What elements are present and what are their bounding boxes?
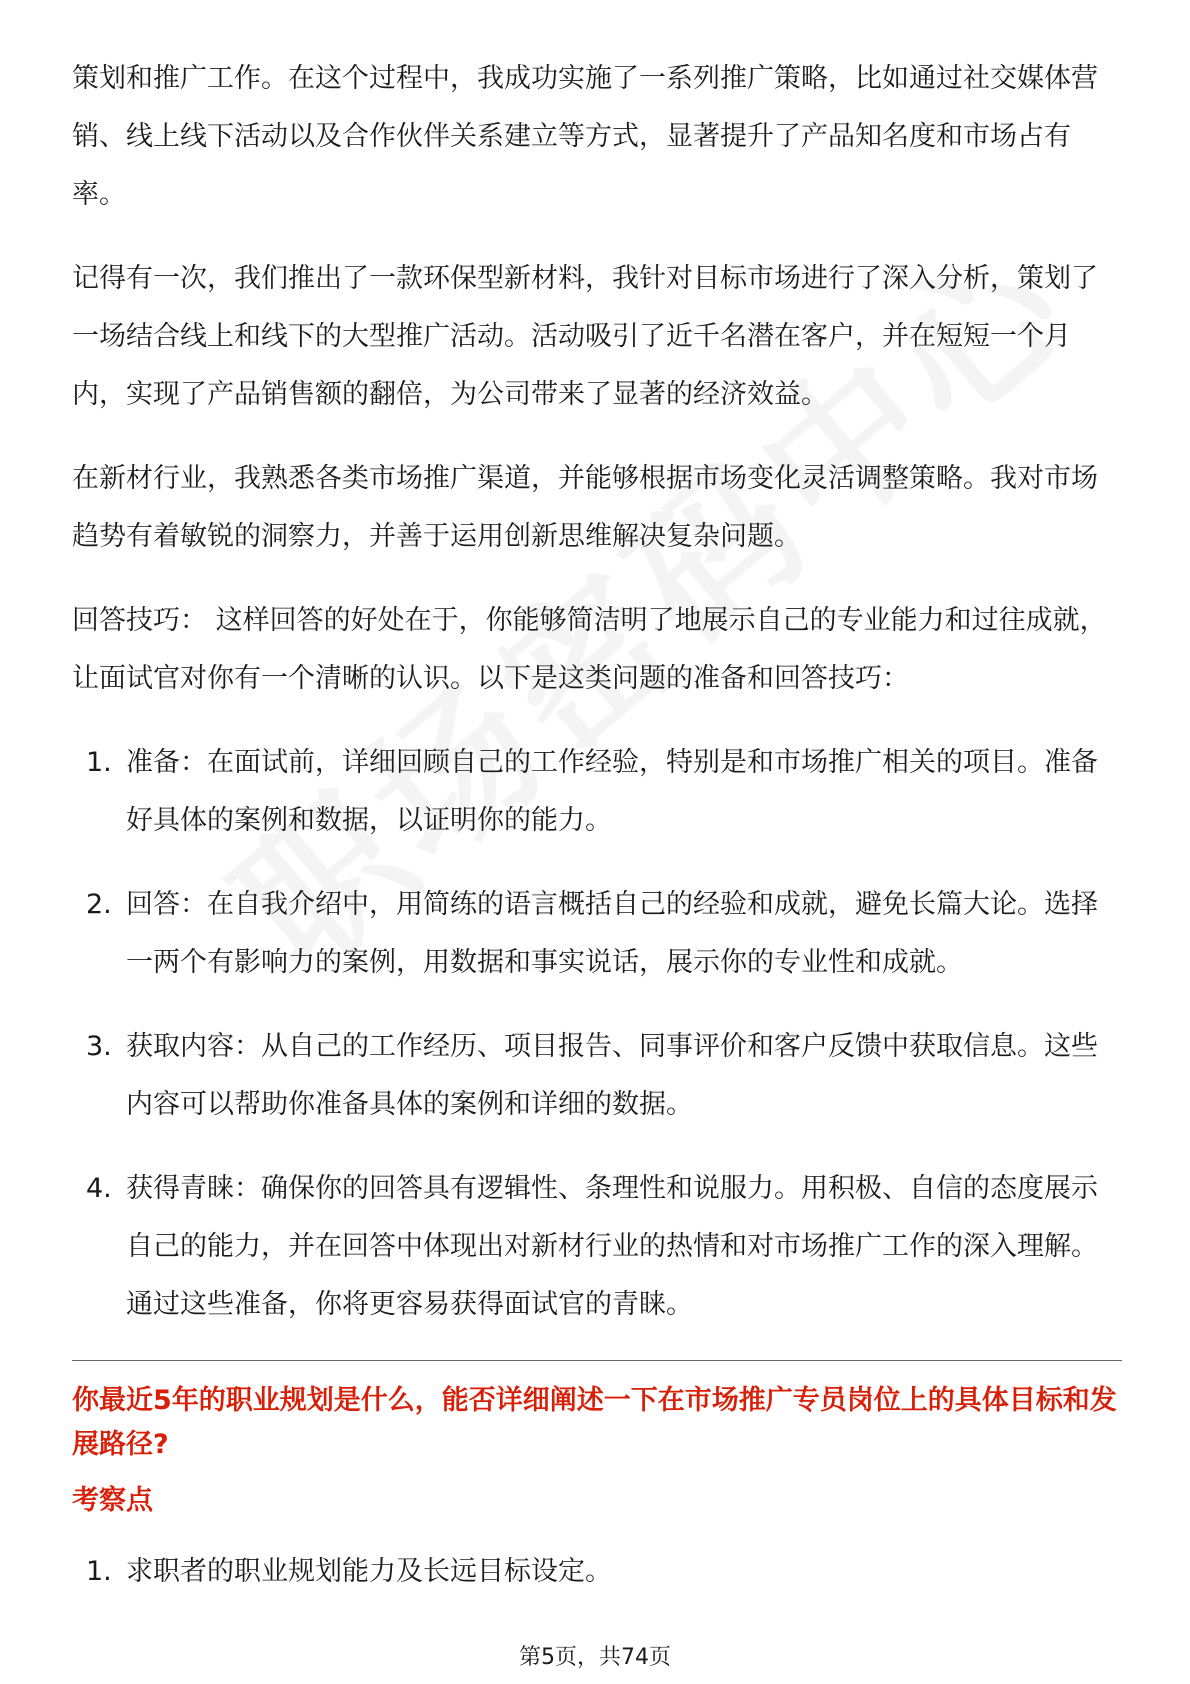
list-item — [72, 1018, 1122, 1134]
list-item-text: 获得青睐：确保你的回答具有逻辑性、条理性和说服力。用积极、自信的态度展示自己的能力，并在回答中体现出对新材行业的热情和对市场推广工作的深入理解。通过这些准备，你将更容易获得面试官的青睐。 — [126, 1173, 1098, 1320]
list-number: 2. — [86, 889, 112, 920]
list-number: 1. — [86, 747, 112, 778]
section-heading: 考察点 — [72, 1485, 153, 1516]
points-list — [72, 1543, 1122, 1601]
paragraph: 记得有一次，我们推出了一款环保型新材料，我针对目标市场进行了深入分析，策划了一场结合线上和线下的大型推广活动。活动吸引了近千名潜在客户，并在短短一个月内，实现了产品销售额的翻倍，为公司带来了显著的经济效益。 — [72, 263, 1098, 410]
section-divider — [72, 1360, 1122, 1361]
list-item — [72, 734, 1122, 850]
list-item-text: 获取内容：从自己的工作经历、项目报告、同事评价和客户反馈中获取信息。这些内容可以帮助你准备具体的案例和详细的数据。 — [126, 1031, 1098, 1120]
page-content — [72, 50, 1122, 1627]
question-heading: 你最近5年的职业规划是什么，能否详细阐述一下在市场推广专员岗位上的具体目标和发展路径? — [72, 1385, 1117, 1460]
list-item-text: 求职者的职业规划能力及长远目标设定。 — [126, 1556, 612, 1587]
list-item-text: 回答：在自我介绍中，用简练的语言概括自己的经验和成就，避免长篇大论。选择一两个有影响力的案例，用数据和事实说话，展示你的专业性和成就。 — [126, 889, 1098, 978]
list-item — [72, 876, 1122, 992]
list-item — [72, 1160, 1122, 1334]
paragraph-answer-tips: 回答技巧： 这样回答的好处在于，你能够简洁明了地展示自己的专业能力和过往成就，让面试官对你有一个清晰的认识。以下是这类问题的准备和回答技巧： — [72, 605, 1107, 694]
list-item — [72, 1543, 1122, 1601]
page-footer: 第5页，共74页 — [519, 1645, 671, 1670]
list-number: 1. — [86, 1556, 112, 1587]
tips-list — [72, 734, 1122, 1334]
paragraph: 策划和推广工作。在这个过程中，我成功实施了一系列推广策略，比如通过社交媒体营销、线上线下活动以及合作伙伴关系建立等方式，显著提升了产品知名度和市场占有率。 — [72, 63, 1098, 210]
list-item-text: 准备：在面试前，详细回顾自己的工作经验，特别是和市场推广相关的项目。准备好具体的案例和数据，以证明你的能力。 — [126, 747, 1098, 836]
list-number: 3. — [86, 1031, 112, 1062]
paragraph: 在新材行业，我熟悉各类市场推广渠道，并能够根据市场变化灵活调整策略。我对市场趋势有着敏锐的洞察力，并善于运用创新思维解决复杂问题。 — [72, 463, 1098, 552]
list-number: 4. — [86, 1173, 112, 1204]
